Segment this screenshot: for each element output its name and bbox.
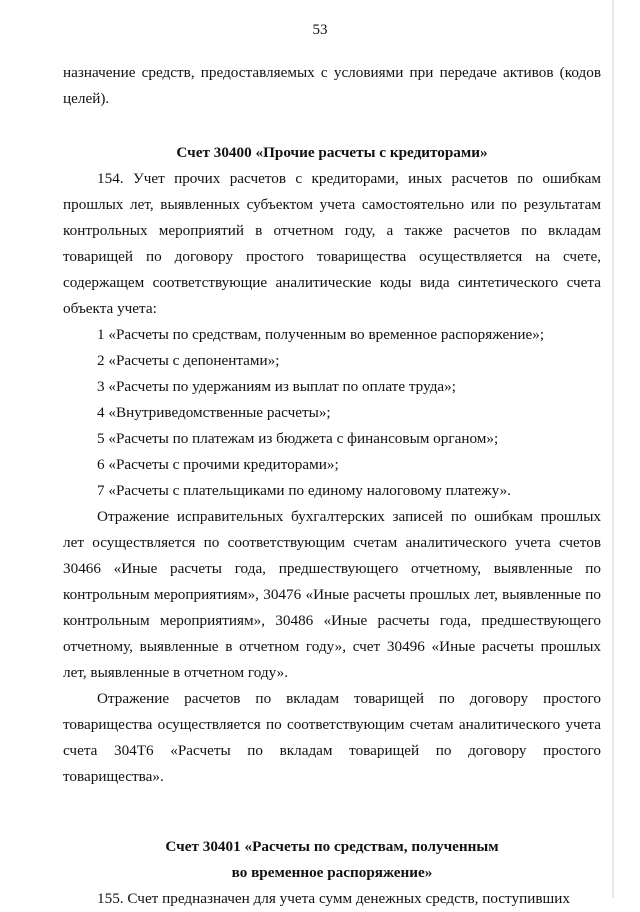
section-heading-30401-line1: Счет 30401 «Расчеты по средствам, полученным	[165, 838, 499, 855]
list-item: 6 «Расчеты с прочими кредиторами»;	[97, 456, 339, 473]
section-heading-30400: Счет 30400 «Прочие расчеты с кредиторами»	[176, 144, 488, 161]
section-heading-30401-line2: во временное распоряжение»	[231, 864, 433, 881]
list-item: 7 «Расчеты с плательщиками по единому налоговому платежу».	[97, 482, 511, 499]
list-item: 3 «Расчеты по удержаниям из выплат по оплате труда»;	[97, 378, 456, 395]
paragraph-154: 154. Учет прочих расчетов с кредиторами, иных расчетов по ошибкам прошлых лет, выявленных субъектом учета самостоятельно или по результатам контрольных мероприятий в отчетном году, а также расчетов по вкладам товарищей по договору простого товарищества осуществляется на счете, содержащем соответствующие аналитические коды вида синтетического счета объекта учета:	[63, 170, 601, 317]
list-item: 5 «Расчеты по платежам из бюджета с финансовым органом»;	[97, 430, 499, 447]
document-body	[63, 60, 601, 912]
list-item: 4 «Внутриведомственные расчеты»;	[97, 404, 331, 421]
page-edge-shadow	[612, 0, 614, 898]
page-number: 53	[312, 22, 328, 38]
list-item: 2 «Расчеты с депонентами»;	[97, 352, 280, 369]
paragraph-155: 155. Счет предназначен для учета сумм денежных средств, поступивших	[97, 890, 570, 907]
intro-paragraph: назначение средств, предоставляемых с условиями при передаче активов (кодов целей).	[63, 64, 601, 107]
paragraph-partnership: Отражение расчетов по вкладам товарищей по договору простого товарищества осуществляется по соответствующим счетам аналитического учета счета 304Т6 «Расчеты по вкладам товарищей по договору простого товарищества».	[63, 690, 601, 785]
list-item: 1 «Расчеты по средствам, полученным во временное распоряжение»;	[97, 326, 545, 343]
paragraph-corrections: Отражение исправительных бухгалтерских записей по ошибкам прошлых лет осуществляется по соответствующим счетам аналитического учета счетов 30466 «Иные расчеты года, предшествующего отчетному, выявленные по контрольным мероприятиям», 30476 «Иные расчеты прошлых лет, выявленные по контрольным мероприятиям», 30486 «Иные расчеты года, предшествующего отчетному, выявленные в отчетном году», счет 30496 «Иные расчеты прошлых лет, выявленные в отчетном году».	[63, 508, 601, 681]
